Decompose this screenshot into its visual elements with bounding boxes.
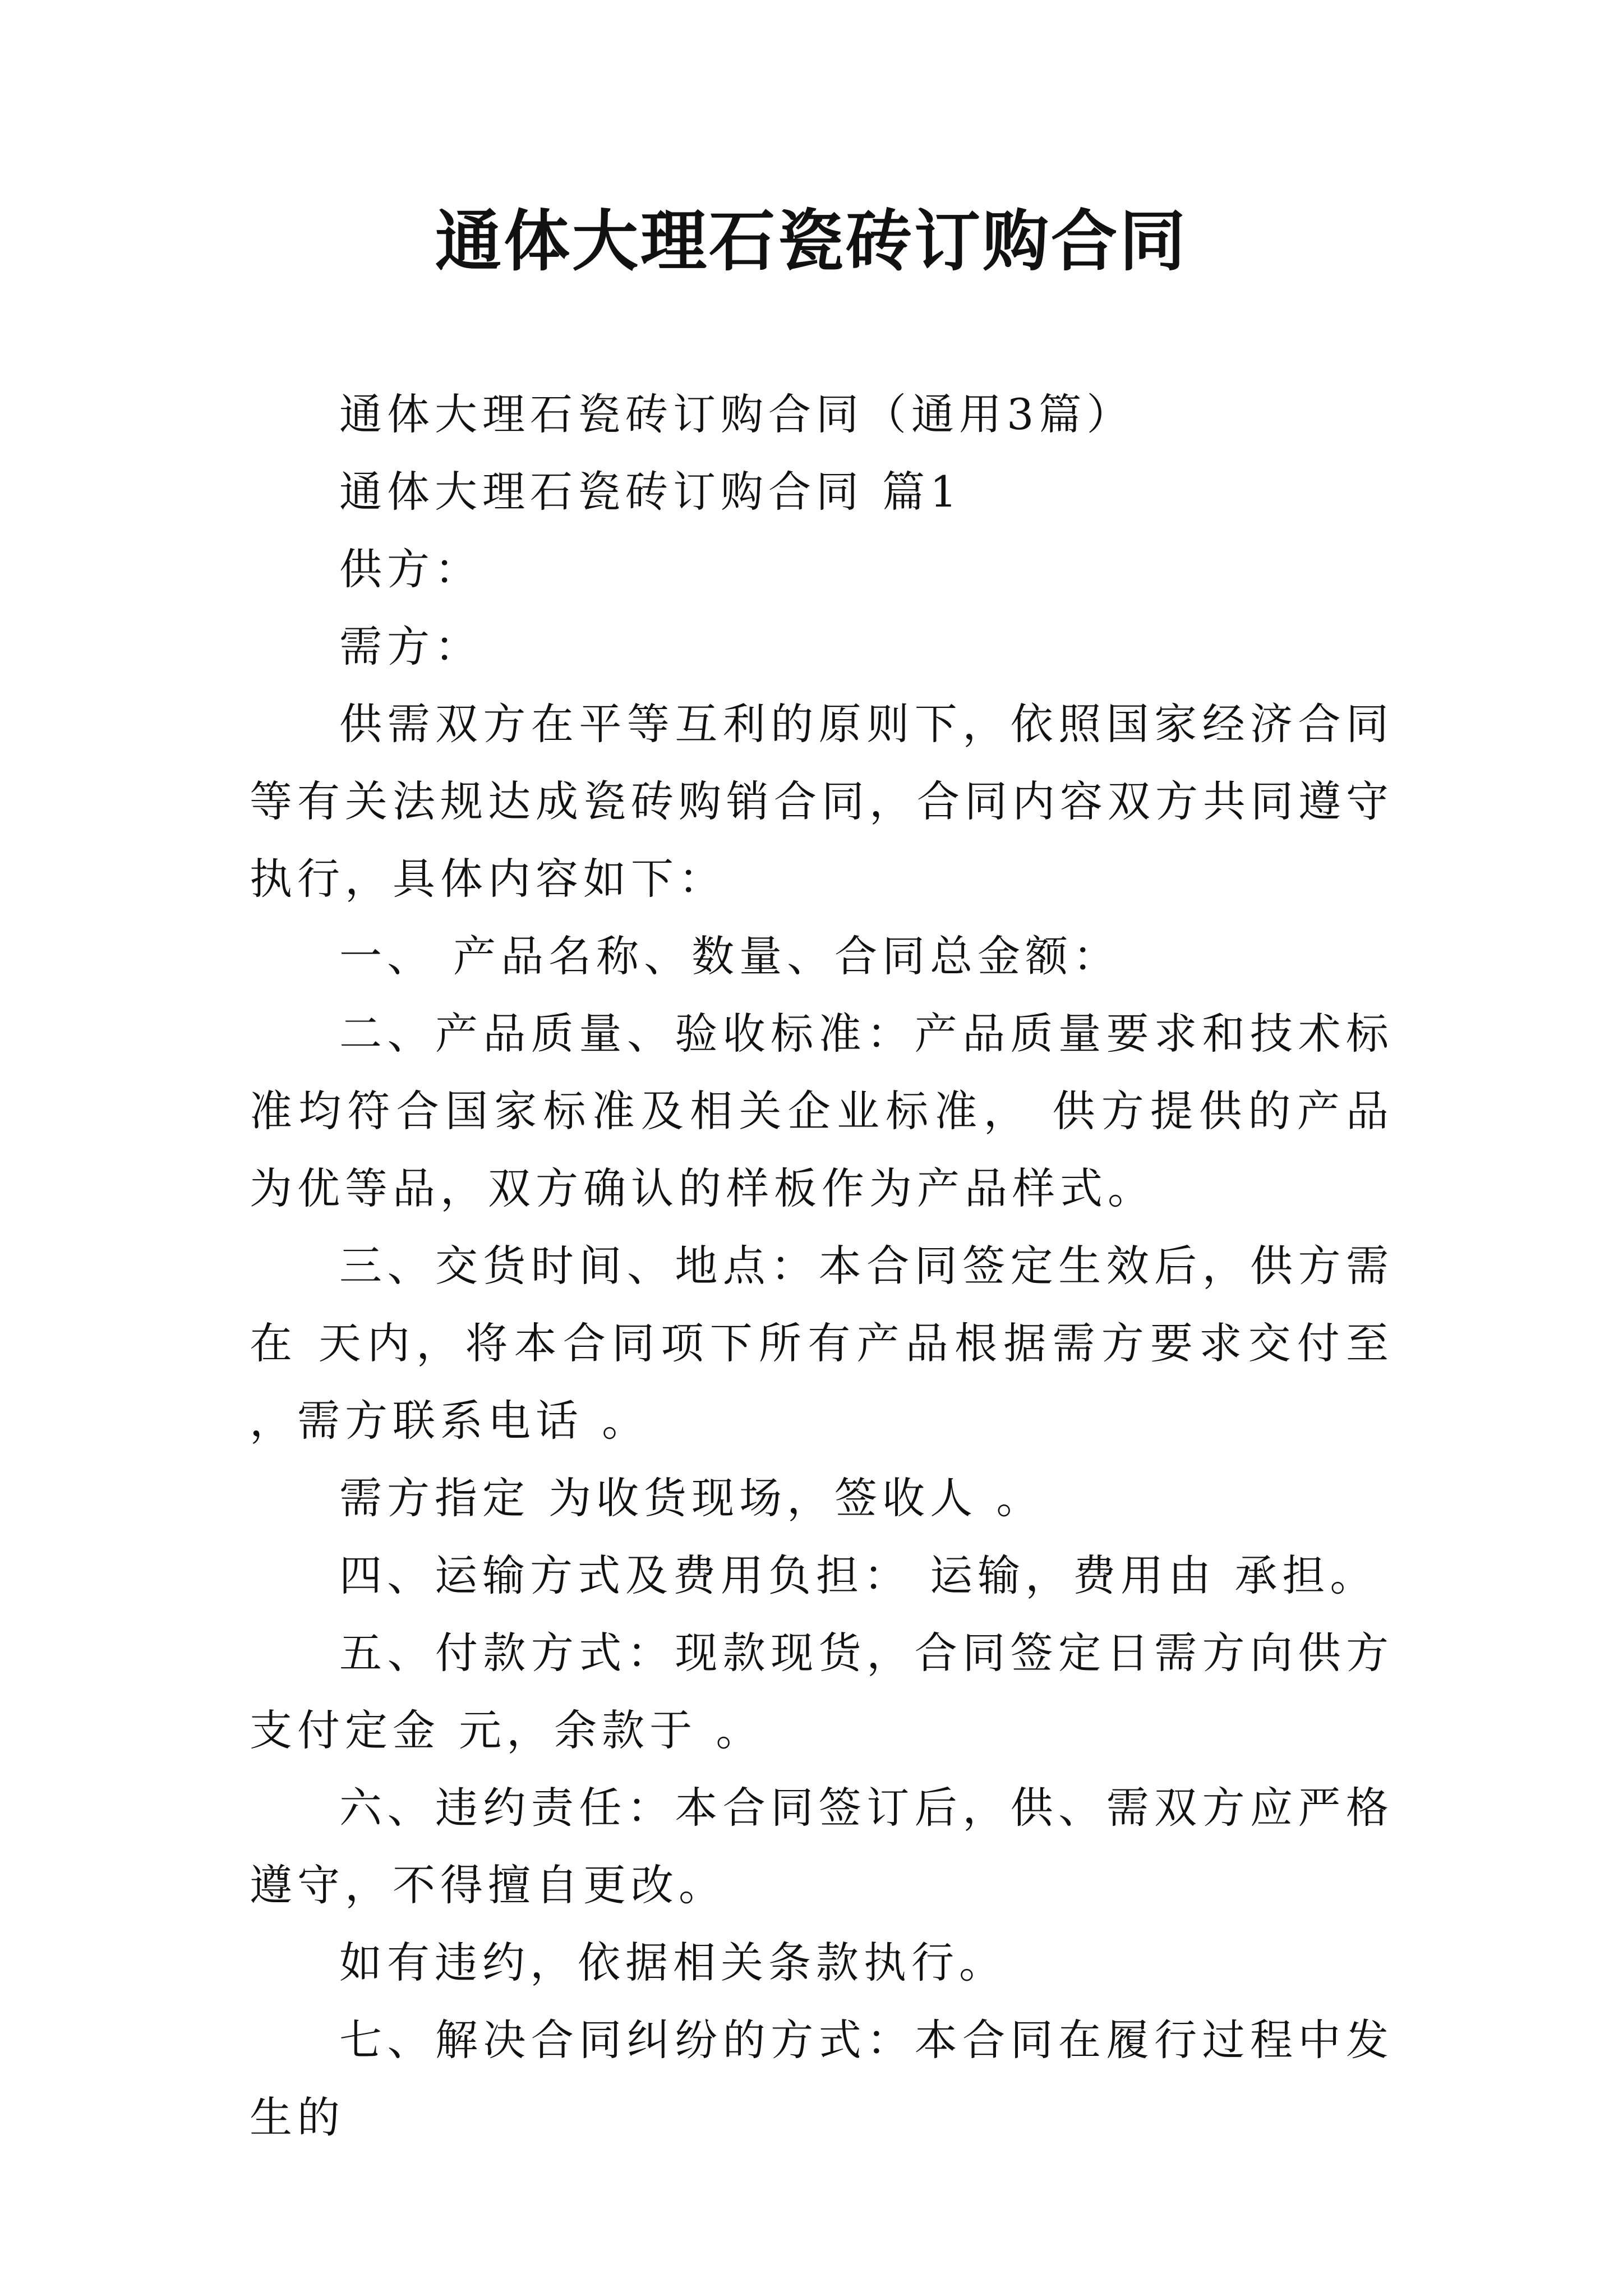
paragraph-preamble: 供需双方在平等互利的原则下，依照国家经济合同等有关法规达成瓷砖购销合同，合同内容双方共同遵守执行，具体内容如下： xyxy=(250,699,1394,904)
paragraph-clause-1: 一、 产品名称、数量、合同总金额： xyxy=(339,931,1121,981)
paragraph-section-heading: 通体大理石瓷砖订购合同 篇1 xyxy=(339,467,962,517)
paragraph-supplier: 供方： xyxy=(339,544,482,594)
document-body xyxy=(250,376,1394,2156)
paragraph-clause-7: 七、解决合同纠纷的方式：本合同在履行过程中发生的 xyxy=(250,2015,1394,2142)
paragraph-breach: 如有违约，依据相关条款执行。 xyxy=(339,1938,1007,1987)
paragraph-clause-5: 五、付款方式：现款现货，合同签定日需方向供方支付定金 元，余款于 。 xyxy=(250,1628,1394,1755)
paragraph-clause-2: 二、产品质量、验收标准：产品质量要求和技术标准均符合国家标准及相关企业标准， 供方提供的产品为优等品，双方确认的样板作为产品样式。 xyxy=(250,1009,1394,1213)
document-title: 通体大理石瓷砖订购合同 xyxy=(435,202,1188,280)
paragraph-buyer: 需方： xyxy=(339,622,482,671)
paragraph-clause-3: 三、交货时间、地点：本合同签定生效后，供方需在 天内，将本合同项下所有产品根据需方要求交付至 ，需方联系电话 。 xyxy=(250,1241,1394,1446)
paragraph-receiving-site: 需方指定 为收货现场，签收人 。 xyxy=(339,1473,1044,1523)
paragraph-clause-4: 四、运输方式及费用负担： 运输，费用由 承担。 xyxy=(339,1550,1378,1600)
paragraph-subtitle: 通体大理石瓷砖订购合同（通用3篇） xyxy=(339,389,1135,439)
paragraph-clause-6: 六、违约责任：本合同签订后，供、需双方应严格遵守，不得擅自更改。 xyxy=(250,1783,1394,1910)
